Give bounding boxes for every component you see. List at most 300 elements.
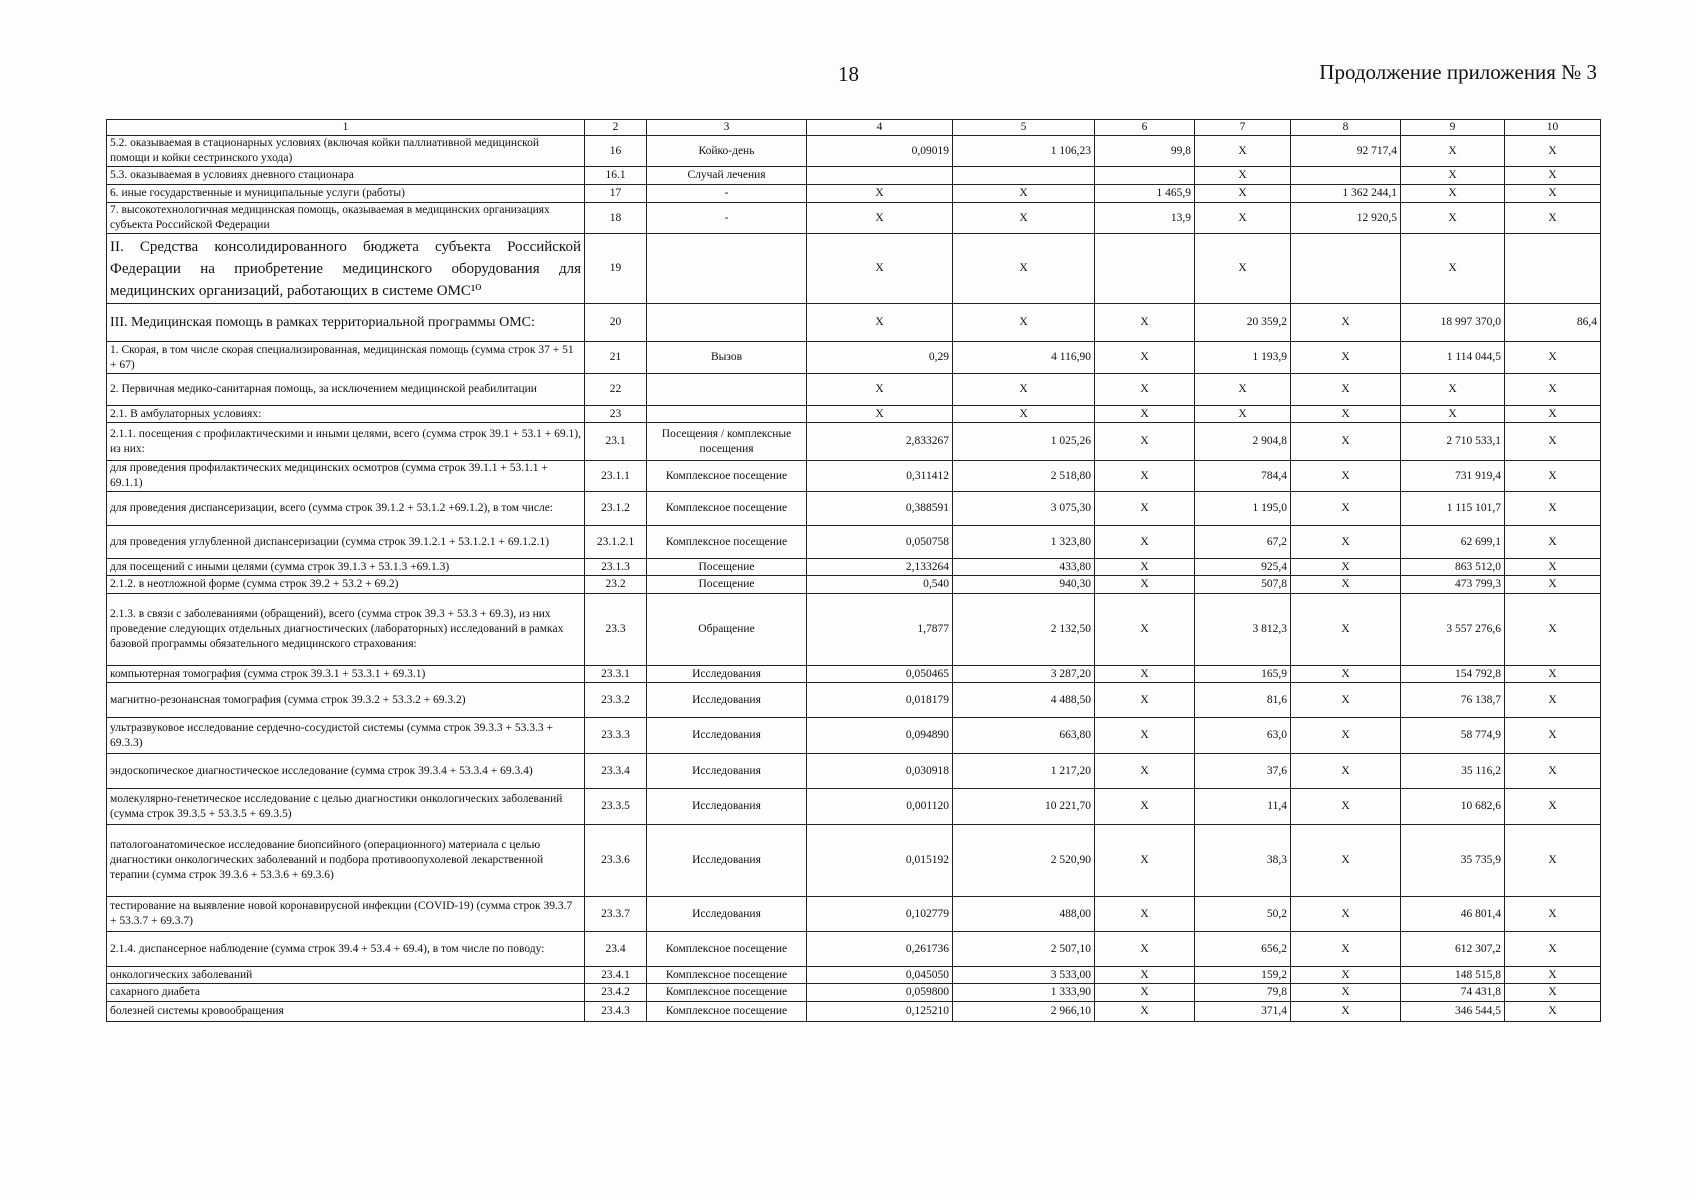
indicator-5-cell: 3 533,00 [953,967,1095,984]
indicator-9-cell: Х [1401,406,1505,423]
indicator-7-cell: 38,3 [1195,825,1291,897]
indicator-8-cell: Х [1291,984,1401,1002]
indicator-4-cell: 0,09019 [807,136,953,167]
indicator-4-cell: Х [807,234,953,304]
table-row [107,932,1601,967]
indicator-4-cell: Х [807,304,953,342]
indicator-9-cell: Х [1401,136,1505,167]
unit-cell: Исследования [647,825,807,897]
indicator-9-cell: 35 116,2 [1401,754,1505,789]
unit-cell: Посещения / комплексные посещения [647,423,807,461]
table-row [107,789,1601,825]
table-row [107,304,1601,342]
indicator-7-cell: Х [1195,203,1291,234]
table-row [107,492,1601,526]
column-number-2: 2 [585,120,647,136]
unit-cell: Случай лечения [647,167,807,185]
indicator-6-cell: Х [1095,683,1195,718]
table-row [107,683,1601,718]
indicator-5-cell: 1 333,90 [953,984,1095,1002]
indicator-4-cell: 0,094890 [807,718,953,754]
indicator-6-cell: Х [1095,967,1195,984]
indicator-9-cell: 3 557 276,6 [1401,594,1505,666]
row-title-cell: болезней системы кровообращения [107,1002,585,1022]
indicator-10-cell: 86,4 [1505,304,1601,342]
indicator-8-cell: Х [1291,406,1401,423]
unit-cell: Исследования [647,666,807,683]
unit-cell: Комплексное посещение [647,526,807,559]
indicator-4-cell: 0,102779 [807,897,953,932]
indicator-5-cell: Х [953,185,1095,203]
indicator-4-cell: 0,29 [807,342,953,374]
indicator-4-cell: Х [807,203,953,234]
indicator-5-cell: 2 520,90 [953,825,1095,897]
table-row [107,1002,1601,1022]
appendix-title: Продолжение приложения № 3 [1319,60,1597,84]
indicator-5-cell: 3 287,20 [953,666,1095,683]
indicator-6-cell: Х [1095,1002,1195,1022]
indicator-5-cell: 10 221,70 [953,789,1095,825]
indicator-6-cell: Х [1095,492,1195,526]
indicator-7-cell: 507,8 [1195,576,1291,594]
indicator-4-cell: 0,050758 [807,526,953,559]
unit-cell: Исследования [647,683,807,718]
row-title-cell: ультразвуковое исследование сердечно-сосудистой системы (сумма строк 39.3.3 + 53.3.3 + 69.3.3) [107,718,585,754]
row-title-cell: 1. Скорая, в том числе скорая специализированная, медицинская помощь (сумма строк 37 + 51 + 67) [107,342,585,374]
indicator-7-cell: Х [1195,406,1291,423]
unit-cell: Исследования [647,789,807,825]
row-code-cell: 18 [585,203,647,234]
indicator-4-cell: 0,018179 [807,683,953,718]
indicator-6-cell: 1 465,9 [1095,185,1195,203]
row-title-cell: сахарного диабета [107,984,585,1002]
unit-cell: Обращение [647,594,807,666]
row-title-cell: 2.1. В амбулаторных условиях: [107,406,585,423]
indicator-6-cell: Х [1095,932,1195,967]
row-code-cell: 23.3.1 [585,666,647,683]
row-code-cell: 23.1.2.1 [585,526,647,559]
indicator-8-cell: Х [1291,559,1401,576]
row-code-cell: 23.3.6 [585,825,647,897]
table-row [107,825,1601,897]
row-title-cell: для проведения профилактических медицинских осмотров (сумма строк 39.1.1 + 53.1.1 + 69.1.1) [107,461,585,492]
indicator-8-cell: Х [1291,374,1401,406]
indicator-10-cell: Х [1505,167,1601,185]
row-title-cell: 5.3. оказываемая в условиях дневного стационара [107,167,585,185]
indicator-9-cell: 2 710 533,1 [1401,423,1505,461]
indicator-5-cell: 4 488,50 [953,683,1095,718]
indicator-10-cell: Х [1505,932,1601,967]
column-number-3: 3 [647,120,807,136]
row-title-cell: тестирование на выявление новой коронавирусной инфекции (COVID-19) (сумма строк 39.3.7 + 53.3.7 + 69.3.7) [107,897,585,932]
column-number-6: 6 [1095,120,1195,136]
indicator-10-cell: Х [1505,825,1601,897]
row-title-cell: 7. высокотехнологичная медицинская помощь, оказываемая в медицинских организациях субъекта Российской Федерации [107,203,585,234]
table-row [107,576,1601,594]
column-number-10: 10 [1505,120,1601,136]
indicator-7-cell: 1 193,9 [1195,342,1291,374]
column-number-9: 9 [1401,120,1505,136]
indicator-8-cell: Х [1291,789,1401,825]
indicator-5-cell: 4 116,90 [953,342,1095,374]
indicator-7-cell: 159,2 [1195,967,1291,984]
row-code-cell: 19 [585,234,647,304]
indicator-4-cell: 1,7877 [807,594,953,666]
indicator-9-cell: 1 115 101,7 [1401,492,1505,526]
indicator-6-cell [1095,234,1195,304]
indicator-4-cell: 0,125210 [807,1002,953,1022]
unit-cell: Комплексное посещение [647,492,807,526]
indicator-5-cell: 2 966,10 [953,1002,1095,1022]
indicator-4-cell: 0,388591 [807,492,953,526]
unit-cell [647,304,807,342]
row-title-cell: компьютерная томография (сумма строк 39.3.1 + 53.3.1 + 69.3.1) [107,666,585,683]
table-row [107,203,1601,234]
indicator-8-cell: Х [1291,594,1401,666]
row-code-cell: 23.1.3 [585,559,647,576]
row-code-cell: 16 [585,136,647,167]
indicator-4-cell: 0,261736 [807,932,953,967]
indicator-7-cell: 165,9 [1195,666,1291,683]
row-title-cell: 5.2. оказываемая в стационарных условиях (включая койки паллиативной медицинской помощи и койки сестринского ухода) [107,136,585,167]
indicator-10-cell: Х [1505,576,1601,594]
indicator-5-cell: 1 106,23 [953,136,1095,167]
row-code-cell: 22 [585,374,647,406]
row-title-cell: молекулярно-генетическое исследование с целью диагностики онкологических заболеваний (сумма строк 39.3.5 + 53.3.5 + 69.3.5) [107,789,585,825]
indicator-7-cell: 2 904,8 [1195,423,1291,461]
column-number-1: 1 [107,120,585,136]
indicator-8-cell: Х [1291,576,1401,594]
indicator-7-cell: 63,0 [1195,718,1291,754]
indicator-7-cell: 925,4 [1195,559,1291,576]
unit-cell: Комплексное посещение [647,1002,807,1022]
indicator-7-cell: 67,2 [1195,526,1291,559]
indicator-6-cell: Х [1095,461,1195,492]
indicator-10-cell: Х [1505,374,1601,406]
indicator-10-cell: Х [1505,406,1601,423]
unit-cell: - [647,185,807,203]
indicator-4-cell: 0,059800 [807,984,953,1002]
table-row [107,897,1601,932]
indicator-8-cell: Х [1291,825,1401,897]
indicator-10-cell: Х [1505,342,1601,374]
indicator-9-cell: 1 114 044,5 [1401,342,1505,374]
table-row [107,185,1601,203]
indicator-9-cell: Х [1401,167,1505,185]
indicator-5-cell: 2 132,50 [953,594,1095,666]
indicator-6-cell: Х [1095,789,1195,825]
row-code-cell: 23.4.1 [585,967,647,984]
indicator-5-cell: 940,30 [953,576,1095,594]
indicator-5-cell: 663,80 [953,718,1095,754]
indicator-9-cell: Х [1401,203,1505,234]
table-row [107,984,1601,1002]
indicator-9-cell: 35 735,9 [1401,825,1505,897]
indicator-10-cell: Х [1505,492,1601,526]
row-title-cell: 2.1.1. посещения с профилактическими и иными целями, всего (сумма строк 39.1 + 53.1 + 69.1), из них: [107,423,585,461]
row-code-cell: 20 [585,304,647,342]
indicator-9-cell: 154 792,8 [1401,666,1505,683]
row-title-cell: патологоанатомическое исследование биопсийного (операционного) материала с целью диагностики онкологических заболеваний и подбора противоопухолевой лекарственной терапии (сумма строк 39.3.6 + 53.3.6 + 69.3.6) [107,825,585,897]
indicator-9-cell: 731 919,4 [1401,461,1505,492]
row-title-cell: 2.1.4. диспансерное наблюдение (сумма строк 39.4 + 53.4 + 69.4), в том числе по поводу: [107,932,585,967]
indicator-10-cell: Х [1505,559,1601,576]
table-row [107,666,1601,683]
row-code-cell: 23.4.3 [585,1002,647,1022]
column-number-5: 5 [953,120,1095,136]
indicator-9-cell: 863 512,0 [1401,559,1505,576]
unit-cell: Посещение [647,559,807,576]
table-row [107,461,1601,492]
indicator-10-cell: Х [1505,666,1601,683]
row-title-cell: эндоскопическое диагностическое исследование (сумма строк 39.3.4 + 53.3.4 + 69.3.4) [107,754,585,789]
row-title-cell: для посещений с иными целями (сумма строк 39.1.3 + 53.1.3 +69.1.3) [107,559,585,576]
indicator-7-cell: 3 812,3 [1195,594,1291,666]
indicator-6-cell: Х [1095,406,1195,423]
row-code-cell: 23.3.5 [585,789,647,825]
indicator-5-cell: Х [953,234,1095,304]
indicator-7-cell: 1 195,0 [1195,492,1291,526]
indicator-4-cell: 0,050465 [807,666,953,683]
indicator-4-cell: 0,540 [807,576,953,594]
indicator-10-cell: Х [1505,789,1601,825]
row-code-cell: 23.4 [585,932,647,967]
column-number-7: 7 [1195,120,1291,136]
indicator-8-cell: Х [1291,461,1401,492]
indicator-5-cell: Х [953,406,1095,423]
indicator-5-cell: 2 507,10 [953,932,1095,967]
indicator-6-cell: 99,8 [1095,136,1195,167]
indicator-9-cell: 76 138,7 [1401,683,1505,718]
row-title-cell: для проведения диспансеризации, всего (сумма строк 39.1.2 + 53.1.2 +69.1.2), в том числе: [107,492,585,526]
indicator-7-cell: Х [1195,167,1291,185]
indicator-8-cell: Х [1291,666,1401,683]
row-code-cell: 23.1 [585,423,647,461]
row-code-cell: 23.1.1 [585,461,647,492]
indicator-7-cell: 784,4 [1195,461,1291,492]
indicator-5-cell: 1 323,80 [953,526,1095,559]
row-code-cell: 23.1.2 [585,492,647,526]
table-row [107,406,1601,423]
indicator-5-cell: 1 025,26 [953,423,1095,461]
indicator-9-cell: 473 799,3 [1401,576,1505,594]
indicator-9-cell: 58 774,9 [1401,718,1505,754]
row-title-cell: 2.1.3. в связи с заболеваниями (обращений), всего (сумма строк 39.3 + 53.3 + 69.3), из них проведение следующих отдельных диагностических (лабораторных) исследований в рамках базовой программы обязательного медицинского страхования: [107,594,585,666]
row-title-cell: магнитно-резонансная томография (сумма строк 39.3.2 + 53.3.2 + 69.3.2) [107,683,585,718]
indicator-8-cell: Х [1291,754,1401,789]
unit-cell: - [647,203,807,234]
indicator-6-cell: Х [1095,576,1195,594]
indicator-5-cell: Х [953,374,1095,406]
indicator-9-cell: 148 515,8 [1401,967,1505,984]
indicator-5-cell: Х [953,203,1095,234]
indicator-4-cell: 0,045050 [807,967,953,984]
row-code-cell: 23.3 [585,594,647,666]
indicator-7-cell: Х [1195,374,1291,406]
indicator-10-cell: Х [1505,526,1601,559]
table-row [107,167,1601,185]
indicator-10-cell: Х [1505,897,1601,932]
indicator-10-cell [1505,234,1601,304]
indicator-6-cell [1095,167,1195,185]
unit-cell: Комплексное посещение [647,932,807,967]
indicator-8-cell: Х [1291,1002,1401,1022]
table-row [107,559,1601,576]
indicator-8-cell: Х [1291,526,1401,559]
indicator-4-cell: 2,833267 [807,423,953,461]
indicator-10-cell: Х [1505,718,1601,754]
indicator-6-cell: Х [1095,825,1195,897]
indicator-5-cell: 1 217,20 [953,754,1095,789]
indicator-10-cell: Х [1505,423,1601,461]
indicator-6-cell: Х [1095,304,1195,342]
unit-cell [647,406,807,423]
indicator-4-cell [807,167,953,185]
table-row [107,234,1601,304]
indicator-9-cell: 46 801,4 [1401,897,1505,932]
indicator-4-cell: 0,030918 [807,754,953,789]
data-table [106,119,1601,1022]
unit-cell: Исследования [647,754,807,789]
indicator-6-cell: Х [1095,374,1195,406]
indicator-8-cell [1291,234,1401,304]
indicator-5-cell: 433,80 [953,559,1095,576]
indicator-5-cell: Х [953,304,1095,342]
indicator-4-cell: Х [807,406,953,423]
indicator-10-cell: Х [1505,754,1601,789]
row-code-cell: 16.1 [585,167,647,185]
indicator-5-cell: 488,00 [953,897,1095,932]
row-code-cell: 23 [585,406,647,423]
indicator-7-cell: 11,4 [1195,789,1291,825]
table-header-row [107,120,1601,136]
indicator-7-cell: 79,8 [1195,984,1291,1002]
indicator-5-cell: 2 518,80 [953,461,1095,492]
indicator-8-cell: 92 717,4 [1291,136,1401,167]
table-row [107,136,1601,167]
unit-cell: Комплексное посещение [647,461,807,492]
row-code-cell: 21 [585,342,647,374]
unit-cell [647,234,807,304]
indicator-10-cell: Х [1505,1002,1601,1022]
row-code-cell: 23.3.3 [585,718,647,754]
indicator-9-cell: Х [1401,234,1505,304]
indicator-6-cell: Х [1095,897,1195,932]
indicator-9-cell: 62 699,1 [1401,526,1505,559]
indicator-5-cell: 3 075,30 [953,492,1095,526]
indicator-8-cell: Х [1291,304,1401,342]
row-title-cell: 2.1.2. в неотложной форме (сумма строк 39.2 + 53.2 + 69.2) [107,576,585,594]
row-title-cell: III. Медицинская помощь в рамках территориальной программы ОМС: [107,304,585,342]
indicator-6-cell: Х [1095,666,1195,683]
indicator-9-cell: Х [1401,185,1505,203]
table-row [107,526,1601,559]
table-row [107,718,1601,754]
indicator-8-cell: Х [1291,492,1401,526]
column-number-4: 4 [807,120,953,136]
indicator-8-cell: Х [1291,718,1401,754]
indicator-10-cell: Х [1505,967,1601,984]
indicator-8-cell: Х [1291,932,1401,967]
page-number: 18 [838,62,859,86]
indicator-6-cell: Х [1095,342,1195,374]
indicator-6-cell: Х [1095,594,1195,666]
table-row [107,342,1601,374]
row-code-cell: 23.3.2 [585,683,647,718]
row-title-cell: для проведения углубленной диспансеризации (сумма строк 39.1.2.1 + 53.1.2.1 + 69.1.2.1) [107,526,585,559]
indicator-7-cell: 20 359,2 [1195,304,1291,342]
indicator-10-cell: Х [1505,203,1601,234]
indicator-7-cell: 50,2 [1195,897,1291,932]
indicator-10-cell: Х [1505,984,1601,1002]
indicator-4-cell: Х [807,185,953,203]
table-row [107,754,1601,789]
indicator-8-cell: Х [1291,683,1401,718]
indicator-4-cell: Х [807,374,953,406]
table-row [107,374,1601,406]
indicator-8-cell [1291,167,1401,185]
indicator-8-cell: Х [1291,423,1401,461]
unit-cell: Комплексное посещение [647,984,807,1002]
indicator-8-cell: 12 920,5 [1291,203,1401,234]
unit-cell: Койко-день [647,136,807,167]
row-title-cell: II. Средства консолидированного бюджета субъекта Российской Федерации на приобретение медицинского оборудования для медицинских организаций, работающих в системе ОМС¹⁰ [107,234,585,304]
indicator-6-cell: Х [1095,754,1195,789]
table-row [107,594,1601,666]
indicator-7-cell: 656,2 [1195,932,1291,967]
indicator-10-cell: Х [1505,185,1601,203]
indicator-7-cell: Х [1195,136,1291,167]
indicator-9-cell: 612 307,2 [1401,932,1505,967]
unit-cell: Посещение [647,576,807,594]
unit-cell: Комплексное посещение [647,967,807,984]
indicator-6-cell: Х [1095,718,1195,754]
unit-cell: Исследования [647,897,807,932]
indicator-8-cell: Х [1291,342,1401,374]
indicator-9-cell: 74 431,8 [1401,984,1505,1002]
indicator-4-cell: 0,001120 [807,789,953,825]
indicator-10-cell: Х [1505,461,1601,492]
row-code-cell: 23.3.4 [585,754,647,789]
indicator-9-cell: 10 682,6 [1401,789,1505,825]
row-title-cell: 2. Первичная медико-санитарная помощь, за исключением медицинской реабилитации [107,374,585,406]
row-code-cell: 23.3.7 [585,897,647,932]
indicator-6-cell: Х [1095,984,1195,1002]
indicator-8-cell: Х [1291,967,1401,984]
indicator-4-cell: 0,015192 [807,825,953,897]
indicator-4-cell: 2,133264 [807,559,953,576]
table-row [107,967,1601,984]
indicator-5-cell [953,167,1095,185]
column-number-8: 8 [1291,120,1401,136]
table-row [107,423,1601,461]
indicator-10-cell: Х [1505,683,1601,718]
indicator-9-cell: 18 997 370,0 [1401,304,1505,342]
indicator-6-cell: 13,9 [1095,203,1195,234]
indicator-6-cell: Х [1095,423,1195,461]
indicator-9-cell: 346 544,5 [1401,1002,1505,1022]
indicator-7-cell: Х [1195,185,1291,203]
indicator-8-cell: 1 362 244,1 [1291,185,1401,203]
indicator-7-cell: 37,6 [1195,754,1291,789]
row-title-cell: 6. иные государственные и муниципальные услуги (работы) [107,185,585,203]
indicator-7-cell: 371,4 [1195,1002,1291,1022]
indicator-6-cell: Х [1095,526,1195,559]
indicator-4-cell: 0,311412 [807,461,953,492]
indicator-6-cell: Х [1095,559,1195,576]
unit-cell: Исследования [647,718,807,754]
indicator-9-cell: Х [1401,374,1505,406]
